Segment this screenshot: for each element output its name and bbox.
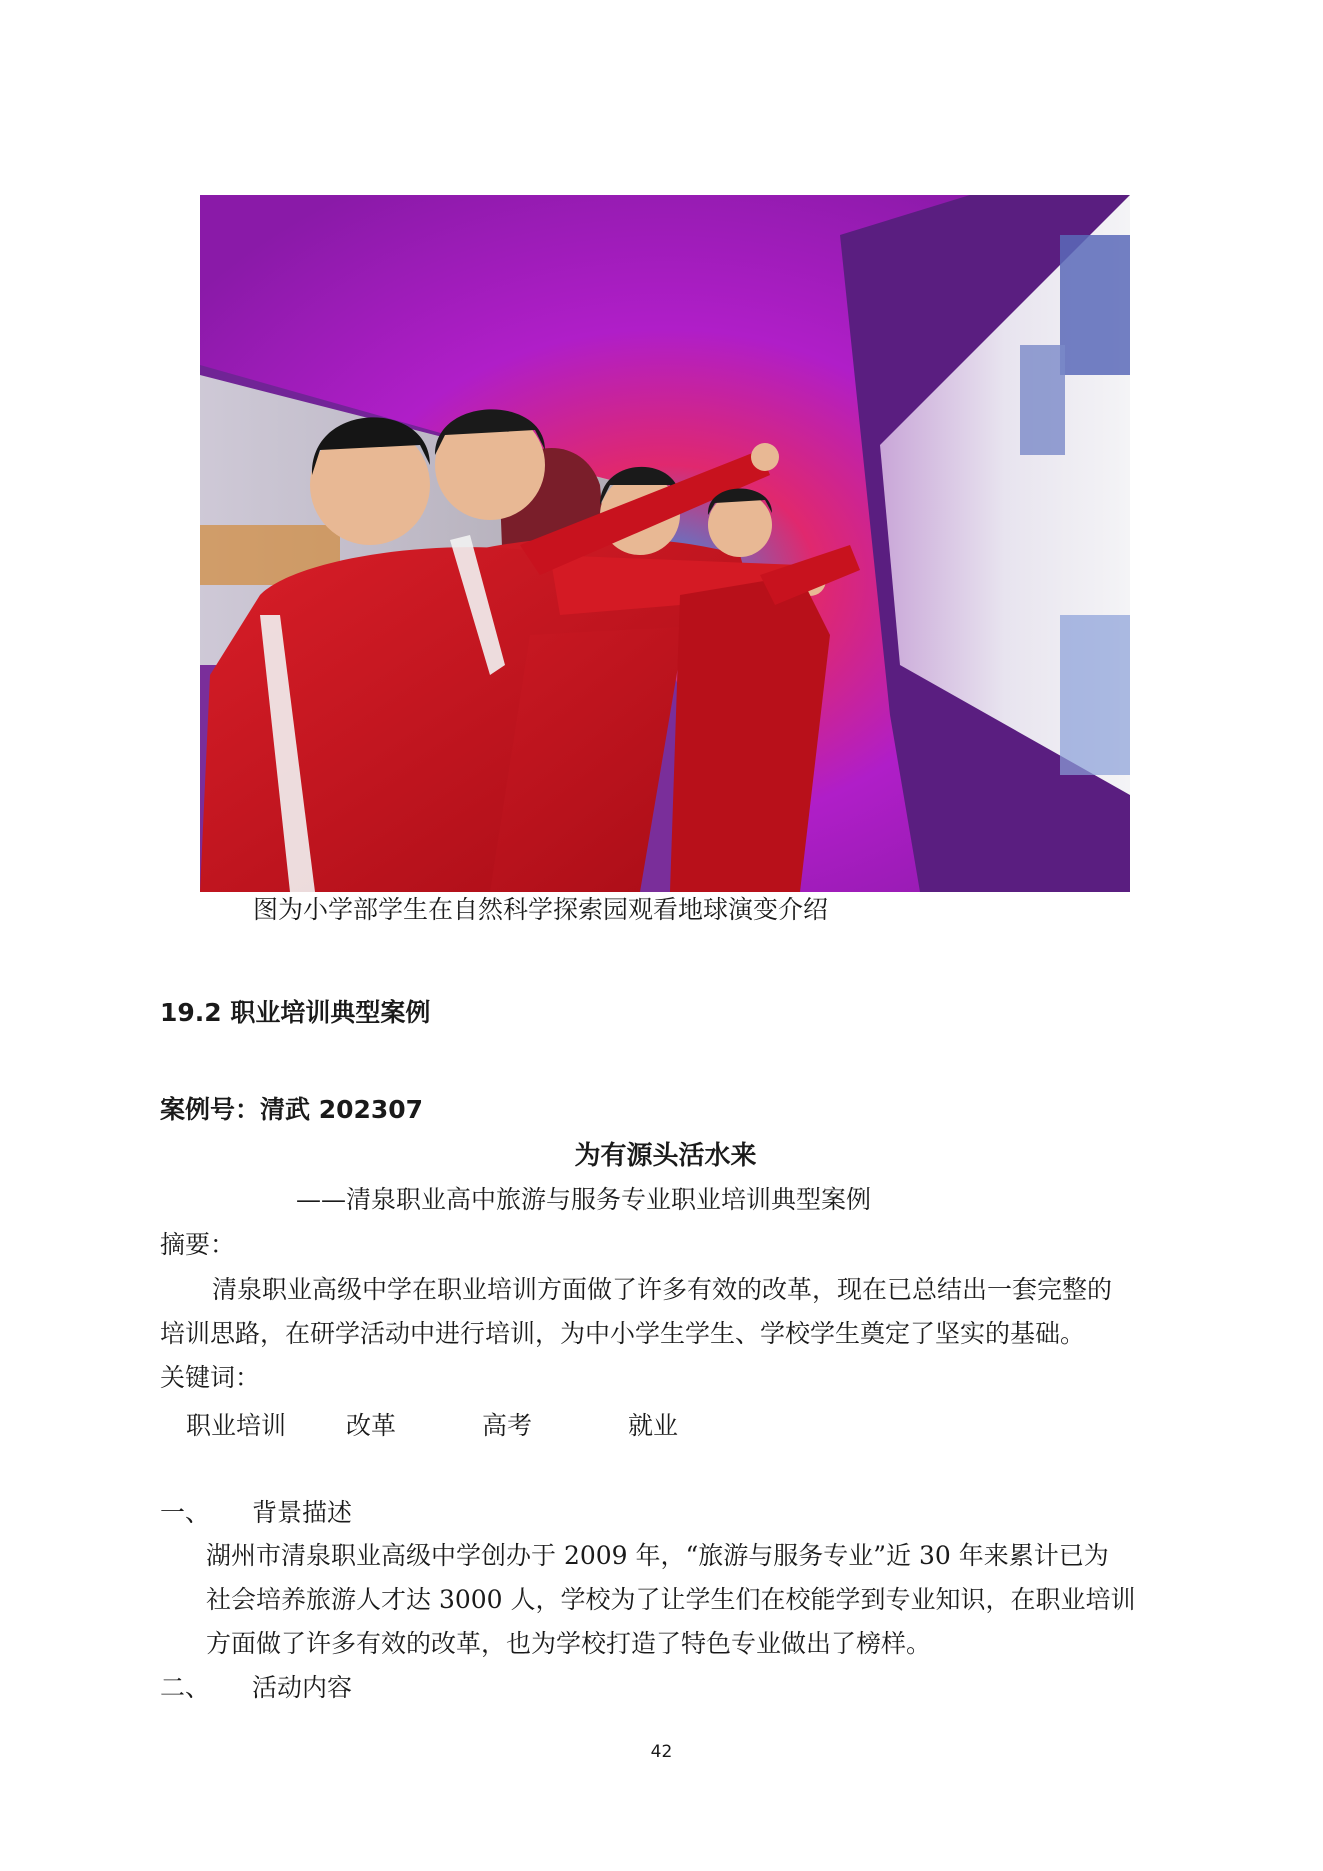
case-number: 案例号：清武 202307 bbox=[160, 1095, 424, 1124]
keyword-item: 就业 bbox=[628, 1411, 679, 1440]
section-heading-number: 二、 bbox=[160, 1673, 211, 1702]
keywords-label: 关键词： bbox=[160, 1363, 261, 1392]
case-subtitle: ——清泉职业高中旅游与服务专业职业培训典型案例 bbox=[296, 1185, 872, 1214]
abstract-line-1: 清泉职业高级中学在职业培训方面做了许多有效的改革，现在已总结出一套完整的 bbox=[212, 1275, 1113, 1304]
background-line-2: 社会培养旅游人才达 3000 人，学校为了让学生们在校能学到专业知识，在职业培训 bbox=[206, 1585, 1136, 1614]
section-heading-title: 活动内容 bbox=[252, 1673, 353, 1702]
page-number: 42 bbox=[650, 1742, 673, 1762]
keyword-item: 高考 bbox=[482, 1411, 533, 1440]
figure-caption: 图为小学部学生在自然科学探索园观看地球演变介绍 bbox=[253, 895, 829, 924]
background-line-1: 湖州市清泉职业高级中学创办于 2009 年，“旅游与服务专业”近 30 年来累计已为 bbox=[206, 1541, 1109, 1570]
keyword-item: 职业培训 bbox=[186, 1411, 287, 1440]
case-title: 为有源头活水来 bbox=[574, 1141, 757, 1171]
section-heading-title: 背景描述 bbox=[252, 1498, 353, 1527]
background-line-3: 方面做了许多有效的改革，也为学校打造了特色专业做出了榜样。 bbox=[206, 1629, 932, 1658]
section-title: 19.2 职业培训典型案例 bbox=[160, 998, 431, 1027]
abstract-label: 摘要： bbox=[160, 1230, 236, 1259]
photo-students-exhibit bbox=[200, 195, 1130, 892]
keyword-item: 改革 bbox=[346, 1411, 397, 1440]
section-heading-number: 一、 bbox=[160, 1498, 211, 1527]
abstract-line-2: 培训思路，在研学活动中进行培训，为中小学生学生、学校学生奠定了坚实的基础。 bbox=[160, 1319, 1086, 1348]
